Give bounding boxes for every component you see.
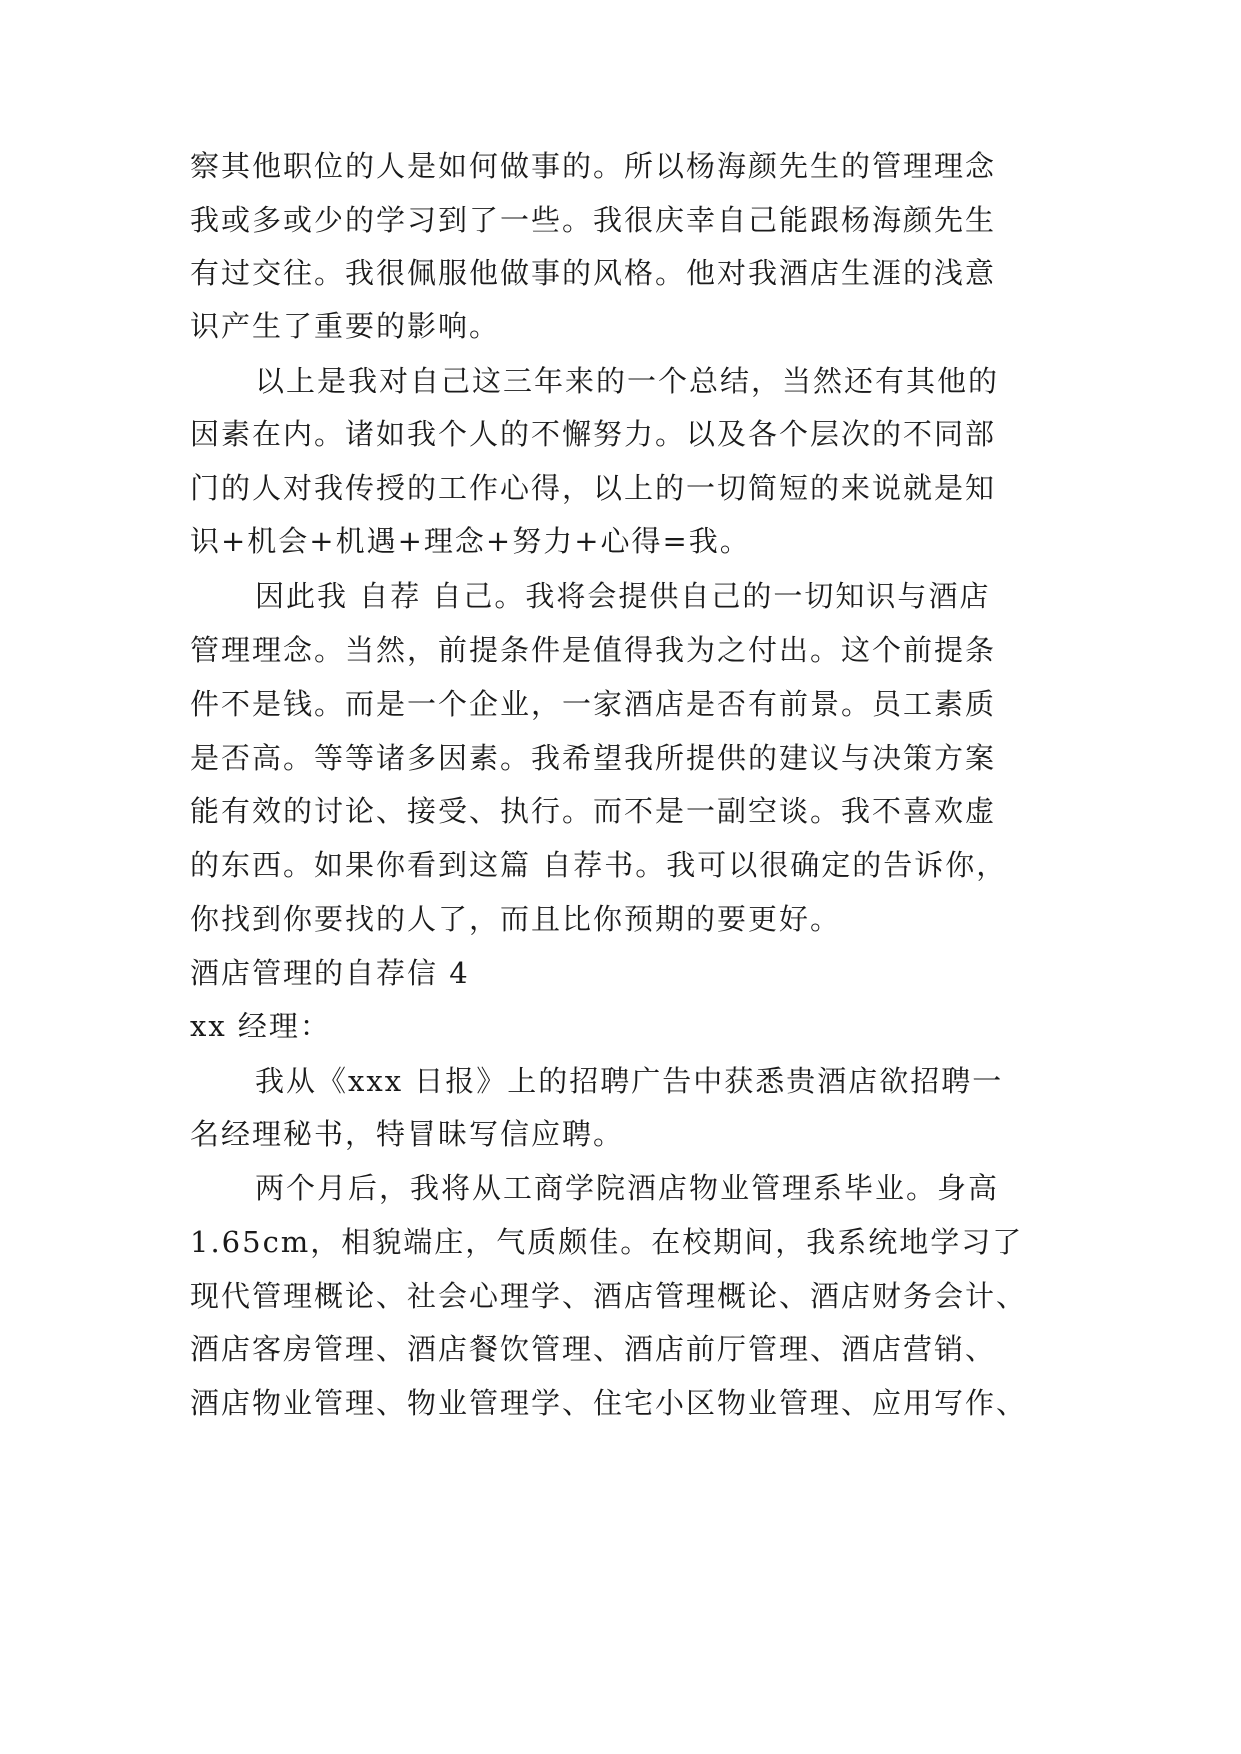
text-line: 以上是我对自己这三年来的一个总结，当然还有其他的: [255, 364, 1000, 398]
text-line: 现代管理概论、社会心理学、酒店管理概论、酒店财务会计、: [190, 1279, 1028, 1313]
text-line: 的东西。如果你看到这篇 自荐书。我可以很确定的告诉你，: [190, 848, 1008, 882]
text-line: 门的人对我传授的工作心得，以上的一切简短的来说就是知: [190, 471, 997, 505]
text-line: 因此我 自荐 自己。我将会提供自己的一切知识与酒店: [255, 579, 991, 613]
text-line: 你找到你要找的人了，而且比你预期的要更好。: [190, 902, 842, 936]
text-line: 识产生了重要的影响。: [190, 309, 501, 343]
text-line: 是否高。等等诸多因素。我希望我所提供的建议与决策方案: [190, 741, 997, 775]
text-line: 因素在内。诸如我个人的不懈努力。以及各个层次的不同部: [190, 417, 997, 451]
text-line: 识+机会+机遇+理念+努力+心得=我。: [190, 524, 751, 558]
text-line: 察其他职位的人是如何做事的。所以杨海颜先生的管理理念: [190, 149, 997, 183]
text-line: 管理理念。当然，前提条件是值得我为之付出。这个前提条: [190, 633, 997, 667]
salutation: xx 经理：: [190, 1009, 331, 1043]
text-line: 件不是钱。而是一个企业，一家酒店是否有前景。员工素质: [190, 687, 997, 721]
text-line: 1.65cm，相貌端庄，气质颇佳。在校期间，我系统地学习了: [190, 1225, 1024, 1259]
text-line: 名经理秘书，特冒昧写信应聘。: [190, 1117, 625, 1151]
text-line: 我或多或少的学习到了一些。我很庆幸自己能跟杨海颜先生: [190, 203, 997, 237]
section-heading: 酒店管理的自荐信 4: [190, 956, 470, 990]
text-line: 能有效的讨论、接受、执行。而不是一副空谈。我不喜欢虚: [190, 794, 997, 828]
text-line: 有过交往。我很佩服他做事的风格。他对我酒店生涯的浅意: [190, 256, 997, 290]
text-line: 两个月后，我将从工商学院酒店物业管理系毕业。身高: [255, 1171, 1000, 1205]
text-line: 我从《xxx 日报》上的招聘广告中获悉贵酒店欲招聘一: [255, 1064, 1004, 1098]
text-line: 酒店客房管理、酒店餐饮管理、酒店前厅管理、酒店营销、: [190, 1332, 997, 1366]
text-line: 酒店物业管理、物业管理学、住宅小区物业管理、应用写作、: [190, 1386, 1028, 1420]
